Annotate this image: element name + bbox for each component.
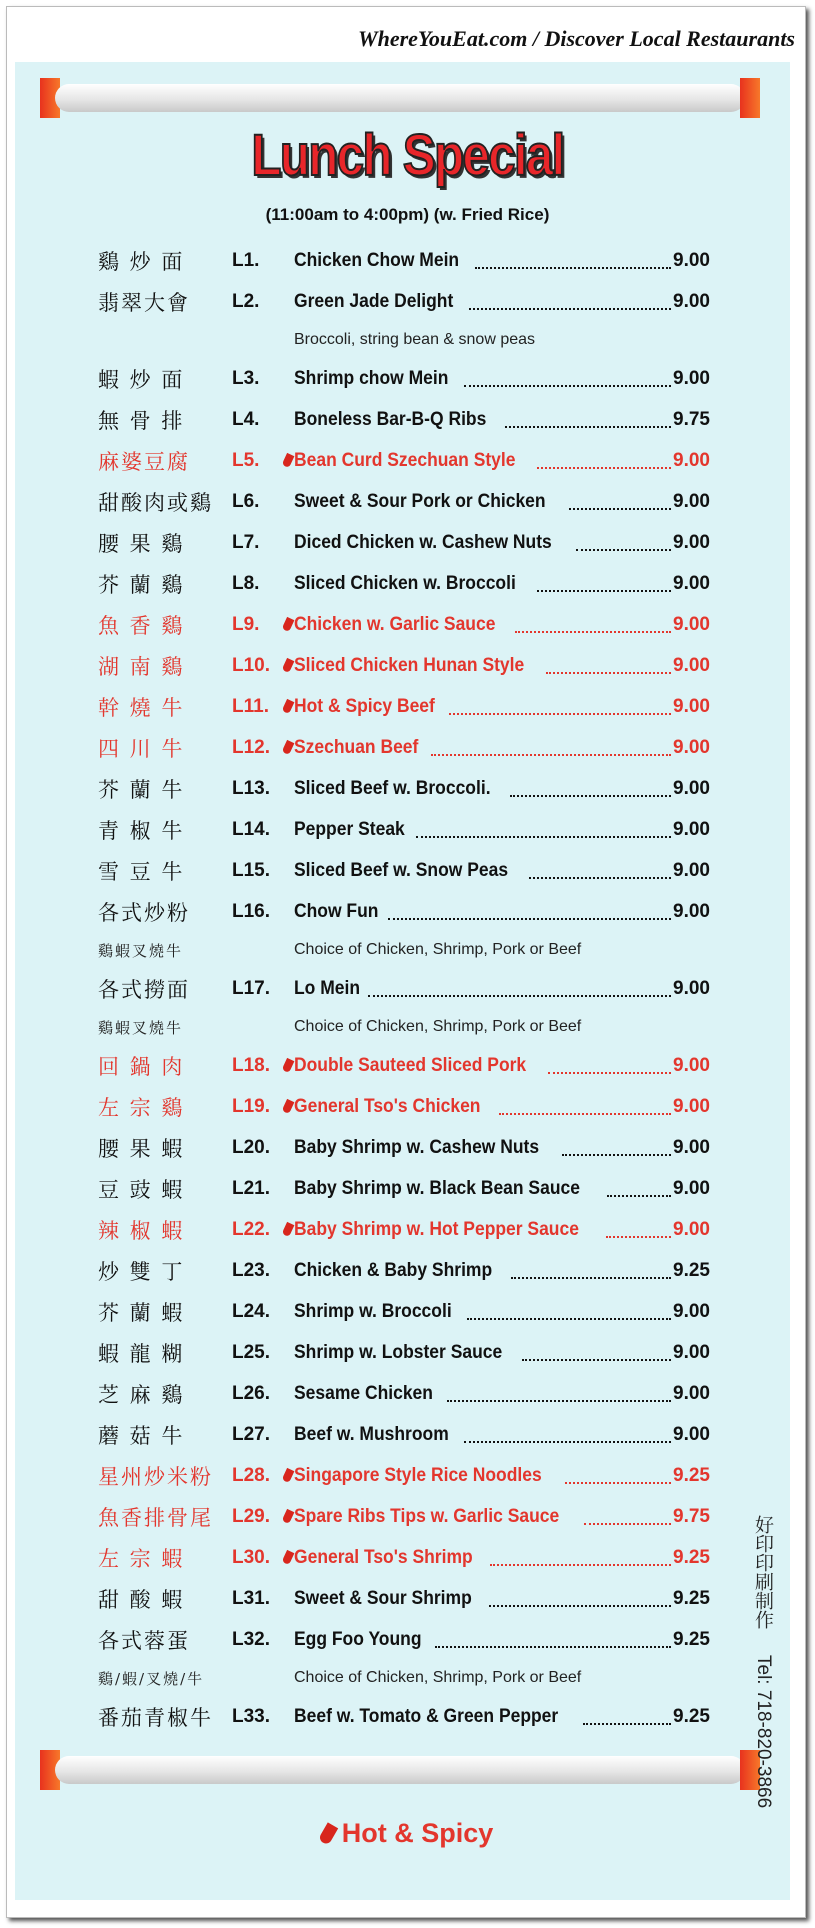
item-chinese-name: 芥 蘭 牛	[98, 777, 185, 802]
item-price: 9.25	[673, 1628, 710, 1650]
item-note	[98, 1009, 710, 1045]
menu-item	[98, 522, 710, 563]
menu-item	[98, 645, 710, 686]
menu-item	[98, 1414, 710, 1455]
dot-leader	[435, 1646, 671, 1648]
item-code: L7.	[232, 531, 260, 553]
menu-item	[98, 686, 710, 727]
item-code: L29.	[232, 1506, 294, 1528]
menu-item	[98, 1045, 710, 1086]
dot-leader	[511, 1277, 671, 1279]
item-code: L3.	[232, 367, 260, 389]
item-price: 9.00	[673, 1382, 710, 1404]
item-name: Baby Shrimp w. Black Bean Sauce	[294, 1177, 580, 1199]
item-code: L11.	[232, 696, 294, 718]
item-name: Chicken & Baby Shrimp	[294, 1259, 493, 1281]
item-note	[98, 1660, 710, 1696]
chili-pepper-icon	[282, 1057, 295, 1072]
menu-item	[98, 240, 710, 281]
item-price: 9.00	[673, 1423, 710, 1445]
menu-item	[98, 481, 710, 522]
item-chinese-name: 魚香排骨尾	[98, 1505, 213, 1530]
menu-item	[98, 891, 710, 932]
dot-leader	[368, 995, 671, 997]
item-name: General Tso's Shrimp	[294, 1546, 473, 1568]
item-code: L2.	[232, 290, 260, 312]
item-price: 9.00	[673, 249, 710, 271]
item-note-text: Choice of Chicken, Shrimp, Pork or Beef	[294, 1669, 582, 1686]
menu-item	[98, 809, 710, 850]
item-price: 9.75	[673, 408, 710, 430]
item-note-chinese: 鷄蝦叉燒牛	[98, 1018, 184, 1037]
item-code: L8.	[232, 572, 260, 594]
item-chinese-name: 回 鍋 肉	[98, 1054, 185, 1079]
dot-leader	[431, 754, 671, 756]
item-chinese-name: 左 宗 蝦	[98, 1546, 185, 1571]
item-chinese-name: 腰 果 蝦	[98, 1136, 185, 1161]
dot-leader	[537, 590, 671, 592]
item-price: 9.00	[673, 736, 710, 758]
menu-item	[98, 1496, 710, 1537]
item-chinese-name: 青 椒 牛	[98, 818, 185, 843]
item-chinese-name: 四 川 牛	[98, 736, 185, 761]
menu-item	[98, 1168, 710, 1209]
item-name: Double Sauteed Sliced Pork	[294, 1054, 527, 1076]
item-code: L21.	[232, 1177, 271, 1199]
page-title: Lunch Special	[251, 123, 564, 188]
dot-leader	[475, 267, 671, 269]
chili-pepper-icon	[282, 1508, 295, 1523]
item-code: L1.	[232, 249, 260, 271]
item-chinese-name: 芥 蘭 鷄	[98, 572, 185, 597]
item-chinese-name: 甜 酸 蝦	[98, 1587, 185, 1612]
item-chinese-name: 麻婆豆腐	[98, 449, 190, 474]
item-name: Bean Curd Szechuan Style	[294, 449, 516, 471]
item-name: Chow Fun	[294, 900, 379, 922]
item-code: L20.	[232, 1136, 271, 1158]
item-price: 9.00	[673, 613, 710, 635]
item-price: 9.00	[673, 695, 710, 717]
item-note	[98, 932, 710, 968]
item-name: Sweet & Sour Shrimp	[294, 1587, 472, 1609]
item-name: General Tso's Chicken	[294, 1095, 481, 1117]
menu-item	[98, 1696, 710, 1737]
item-code: L15.	[232, 859, 271, 881]
item-code: L5.	[232, 450, 294, 472]
hot-spicy-legend	[0, 1818, 815, 1849]
item-chinese-name: 炒 雙 丁	[98, 1259, 185, 1284]
chili-pepper-icon	[282, 1549, 295, 1564]
item-name: Shrimp w. Lobster Sauce	[294, 1341, 503, 1363]
menu-item	[98, 440, 710, 481]
item-chinese-name: 各式炒粉	[98, 900, 190, 925]
item-note-chinese: 鷄/蝦/叉燒/牛	[98, 1669, 205, 1688]
item-chinese-name: 芝 麻 鷄	[98, 1382, 185, 1407]
item-chinese-name: 鷄 炒 面	[98, 249, 185, 274]
item-price: 9.00	[673, 777, 710, 799]
item-name: Baby Shrimp w. Hot Pepper Sauce	[294, 1218, 579, 1240]
menu-item	[98, 281, 710, 322]
dot-leader	[388, 918, 671, 920]
item-name: Pepper Steak	[294, 818, 405, 840]
menu-list	[98, 240, 710, 1737]
item-code: L23.	[232, 1259, 271, 1281]
item-price: 9.00	[673, 490, 710, 512]
item-note	[98, 322, 710, 358]
dot-leader	[510, 795, 671, 797]
item-chinese-name: 各式撈面	[98, 977, 190, 1002]
item-chinese-name: 番茄青椒牛	[98, 1705, 213, 1730]
chili-pepper-icon	[282, 739, 295, 754]
item-chinese-name: 芥 蘭 蝦	[98, 1300, 185, 1325]
item-price: 9.00	[673, 818, 710, 840]
item-name: Sliced Beef w. Broccoli.	[294, 777, 491, 799]
item-name: Lo Mein	[294, 977, 361, 999]
chili-pepper-icon	[282, 1467, 295, 1482]
item-chinese-name: 甜酸肉或鷄	[98, 490, 213, 515]
dot-leader	[548, 1072, 671, 1074]
item-price: 9.25	[673, 1259, 710, 1281]
menu-item	[98, 1209, 710, 1250]
item-chinese-name: 蝦 炒 面	[98, 367, 185, 392]
item-name: Hot & Spicy Beef	[294, 695, 435, 717]
menu-item	[98, 850, 710, 891]
item-price: 9.00	[673, 1218, 710, 1240]
dot-leader	[562, 1154, 671, 1156]
item-chinese-name: 湖 南 鷄	[98, 654, 185, 679]
item-code: L17.	[232, 977, 271, 999]
item-name: Chicken w. Garlic Sauce	[294, 613, 496, 635]
dot-leader	[583, 1723, 671, 1725]
menu-item	[98, 1373, 710, 1414]
item-name: Boneless Bar-B-Q Ribs	[294, 408, 487, 430]
item-name: Green Jade Delight	[294, 290, 454, 312]
item-chinese-name: 豆 豉 蝦	[98, 1177, 185, 1202]
dot-leader	[584, 1523, 671, 1525]
chili-pepper-icon	[282, 657, 295, 672]
menu-item	[98, 1455, 710, 1496]
printer-phone: Tel: 718-820-3866	[753, 1655, 774, 1809]
item-name: Sweet & Sour Pork or Chicken	[294, 490, 546, 512]
item-note-chinese: 鷄蝦叉燒牛	[98, 941, 184, 960]
dot-leader	[529, 877, 671, 879]
menu-item	[98, 727, 710, 768]
item-code: L26.	[232, 1382, 271, 1404]
dot-leader	[467, 1318, 671, 1320]
item-code: L25.	[232, 1341, 271, 1363]
item-code: L22.	[232, 1219, 294, 1241]
site-header: WhereYouEat.com / Discover Local Restaurants	[358, 26, 795, 51]
dot-leader	[469, 308, 671, 310]
item-code: L18.	[232, 1055, 294, 1077]
item-name: Sliced Beef w. Snow Peas	[294, 859, 509, 881]
chili-pepper-icon	[282, 698, 295, 713]
dot-leader	[489, 1605, 671, 1607]
dot-leader	[515, 631, 671, 633]
item-code: L10.	[232, 655, 294, 677]
item-chinese-name: 各式蓉蛋	[98, 1628, 190, 1653]
menu-item	[98, 1332, 710, 1373]
item-name: Chicken Chow Mein	[294, 249, 460, 271]
dot-leader	[565, 1482, 671, 1484]
menu-item	[98, 1086, 710, 1127]
menu-item	[98, 768, 710, 809]
item-code: L12.	[232, 737, 294, 759]
item-price: 9.00	[673, 1341, 710, 1363]
item-chinese-name: 魚 香 鷄	[98, 613, 185, 638]
item-price: 9.00	[673, 1300, 710, 1322]
dot-leader	[499, 1113, 671, 1115]
scroll-decoration-top	[40, 78, 760, 118]
item-note-text: Broccoli, string bean & snow peas	[294, 331, 536, 348]
chili-pepper-icon	[282, 1098, 295, 1113]
item-name: Spare Ribs Tips w. Garlic Sauce	[294, 1505, 560, 1527]
menu-item	[98, 1250, 710, 1291]
item-price: 9.00	[673, 1136, 710, 1158]
item-price: 9.25	[673, 1546, 710, 1568]
item-code: L6.	[232, 490, 260, 512]
menu-item	[98, 968, 710, 1009]
item-name: Szechuan Beef	[294, 736, 419, 758]
item-name: Beef w. Tomato & Green Pepper	[294, 1705, 559, 1727]
item-chinese-name: 雪 豆 牛	[98, 859, 185, 884]
item-price: 9.00	[673, 654, 710, 676]
dot-leader	[607, 1195, 671, 1197]
item-price: 9.00	[673, 1054, 710, 1076]
page-subtitle: (11:00am to 4:00pm) (w. Fried Rice)	[265, 205, 550, 224]
item-chinese-name: 無 骨 排	[98, 408, 185, 433]
chili-pepper-icon	[282, 1221, 295, 1236]
item-price: 9.75	[673, 1505, 710, 1527]
item-code: L13.	[232, 777, 271, 799]
menu-item	[98, 1578, 710, 1619]
item-price: 9.00	[673, 977, 710, 999]
dot-leader	[449, 713, 671, 715]
hot-spicy-label: Hot & Spicy	[341, 1818, 494, 1848]
dot-leader	[576, 549, 671, 551]
item-chinese-name: 翡翠大會	[98, 290, 190, 315]
menu-item	[98, 1127, 710, 1168]
menu-item	[98, 358, 710, 399]
item-name: Baby Shrimp w. Cashew Nuts	[294, 1136, 540, 1158]
dot-leader	[569, 508, 671, 510]
item-code: L4.	[232, 408, 260, 430]
item-price: 9.25	[673, 1705, 710, 1727]
menu-item	[98, 604, 710, 645]
item-chinese-name: 幹 燒 牛	[98, 695, 185, 720]
item-name: Shrimp w. Broccoli	[294, 1300, 452, 1322]
item-code: L14.	[232, 818, 271, 840]
item-note-text: Choice of Chicken, Shrimp, Pork or Beef	[294, 1018, 582, 1035]
item-name: Diced Chicken w. Cashew Nuts	[294, 531, 552, 553]
menu-item	[98, 1619, 710, 1660]
item-price: 9.00	[673, 449, 710, 471]
menu-item	[98, 563, 710, 604]
item-price: 9.25	[673, 1587, 710, 1609]
item-price: 9.00	[673, 367, 710, 389]
dot-leader	[537, 467, 671, 469]
item-code: L27.	[232, 1423, 271, 1445]
dot-leader	[416, 836, 671, 838]
item-chinese-name: 星州炒米粉	[98, 1464, 213, 1489]
chili-pepper-icon	[318, 1822, 338, 1845]
item-code: L28.	[232, 1465, 294, 1487]
item-chinese-name: 腰 果 鷄	[98, 531, 185, 556]
item-code: L24.	[232, 1300, 271, 1322]
item-price: 9.00	[673, 290, 710, 312]
chili-pepper-icon	[282, 616, 295, 631]
item-chinese-name: 辣 椒 蝦	[98, 1218, 185, 1243]
item-code: L33.	[232, 1705, 271, 1727]
dot-leader	[490, 1564, 671, 1566]
item-note-text: Choice of Chicken, Shrimp, Pork or Beef	[294, 941, 582, 958]
item-price: 9.00	[673, 531, 710, 553]
dot-leader	[606, 1236, 671, 1238]
item-code: L9.	[232, 614, 294, 636]
item-code: L16.	[232, 900, 271, 922]
printer-credit: 好印印刷制作	[752, 1515, 774, 1629]
item-code: L31.	[232, 1587, 271, 1609]
dot-leader	[505, 426, 671, 428]
dot-leader	[522, 1359, 671, 1361]
item-name: Sliced Chicken w. Broccoli	[294, 572, 516, 594]
item-name: Egg Foo Young	[294, 1628, 422, 1650]
scroll-decoration-bottom	[40, 1750, 760, 1790]
item-chinese-name: 左 宗 鷄	[98, 1095, 185, 1120]
chili-pepper-icon	[282, 452, 295, 467]
menu-item	[98, 1291, 710, 1332]
dot-leader	[546, 672, 671, 674]
item-code: L32.	[232, 1628, 271, 1650]
item-price: 9.00	[673, 1177, 710, 1199]
dot-leader	[464, 385, 671, 387]
item-code: L30.	[232, 1547, 294, 1569]
item-price: 9.00	[673, 900, 710, 922]
item-chinese-name: 蝦 龍 糊	[98, 1341, 185, 1366]
dot-leader	[464, 1441, 671, 1443]
item-price: 9.25	[673, 1464, 710, 1486]
dot-leader	[447, 1400, 671, 1402]
item-name: Sesame Chicken	[294, 1382, 433, 1404]
item-price: 9.00	[673, 572, 710, 594]
item-chinese-name: 蘑 菇 牛	[98, 1423, 185, 1448]
menu-item	[98, 1537, 710, 1578]
item-name: Beef w. Mushroom	[294, 1423, 449, 1445]
menu-item	[98, 399, 710, 440]
item-name: Singapore Style Rice Noodles	[294, 1464, 542, 1486]
item-name: Sliced Chicken Hunan Style	[294, 654, 525, 676]
item-price: 9.00	[673, 1095, 710, 1117]
item-code: L19.	[232, 1096, 294, 1118]
item-name: Shrimp chow Mein	[294, 367, 449, 389]
item-price: 9.00	[673, 859, 710, 881]
